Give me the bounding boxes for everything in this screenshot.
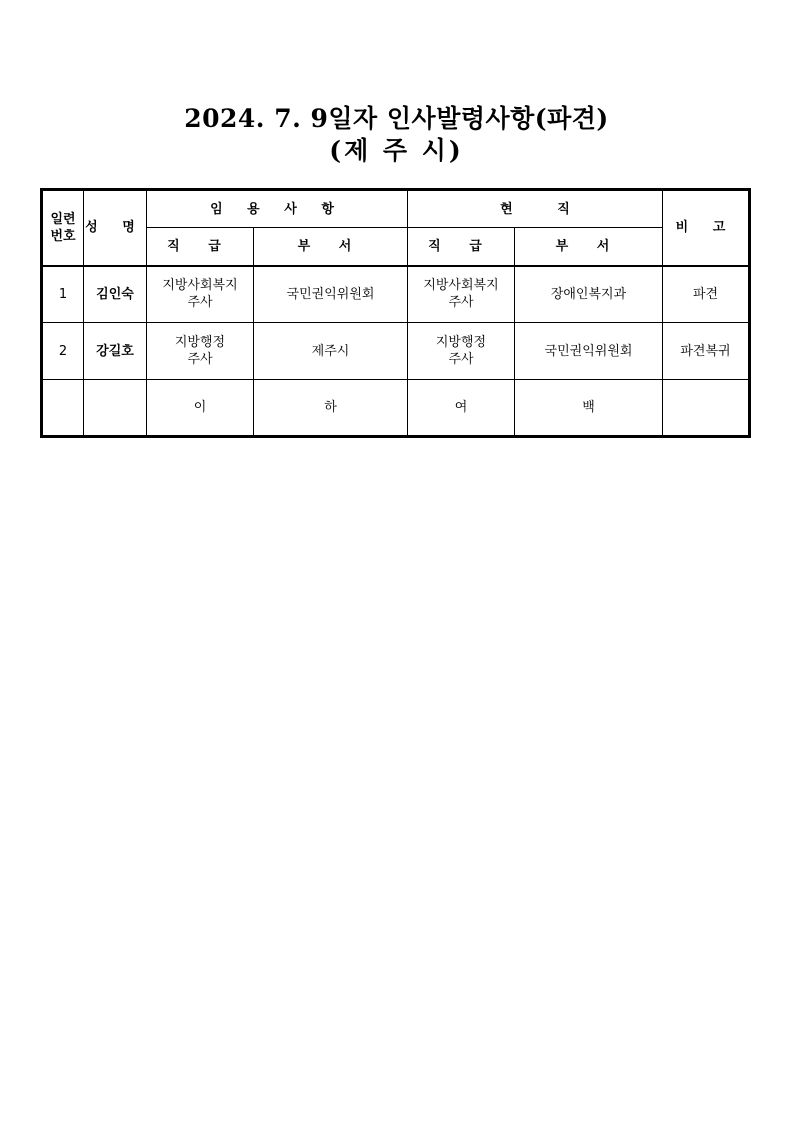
appointment-department: 제주시 — [254, 323, 408, 380]
row-number: 1 — [42, 266, 84, 323]
header-remarks: 비 고 — [663, 190, 750, 266]
personnel-table — [40, 188, 751, 438]
closing-char: 이 — [147, 380, 254, 437]
appointment-rank: 지방행정 주사 — [147, 323, 254, 380]
header-appointment: 임 용 사 항 — [147, 190, 408, 228]
table-row — [42, 266, 750, 323]
current-department: 장애인복지과 — [515, 266, 663, 323]
row-number: 2 — [42, 323, 84, 380]
closing-char: 백 — [515, 380, 663, 437]
header-current-department: 부 서 — [515, 228, 663, 266]
document-title: 2024. 7. 9일자 인사발령사항(파견) — [184, 104, 609, 133]
appointment-rank: 지방사회복지 주사 — [147, 266, 254, 323]
empty-cell — [42, 380, 84, 437]
table-row — [42, 323, 750, 380]
header-serial-number: 일련 번호 — [42, 190, 84, 266]
header-appointment-department: 부 서 — [254, 228, 408, 266]
closing-row — [42, 380, 750, 437]
header-name: 성 명 — [84, 190, 147, 266]
header-current-position: 현 직 — [408, 190, 663, 228]
current-department: 국민권익위원회 — [515, 323, 663, 380]
current-rank: 지방사회복지 주사 — [408, 266, 515, 323]
document-subtitle: (제 주 시) — [329, 136, 464, 165]
header-appointment-rank: 직 급 — [147, 228, 254, 266]
current-rank: 지방행정 주사 — [408, 323, 515, 380]
closing-char: 하 — [254, 380, 408, 437]
closing-char: 여 — [408, 380, 515, 437]
remarks-cell: 파견 — [663, 266, 750, 323]
person-name: 강길호 — [84, 323, 147, 380]
empty-cell — [663, 380, 750, 437]
remarks-cell: 파견복귀 — [663, 323, 750, 380]
person-name: 김인숙 — [84, 266, 147, 323]
empty-cell — [84, 380, 147, 437]
header-current-rank: 직 급 — [408, 228, 515, 266]
appointment-department: 국민권익위원회 — [254, 266, 408, 323]
